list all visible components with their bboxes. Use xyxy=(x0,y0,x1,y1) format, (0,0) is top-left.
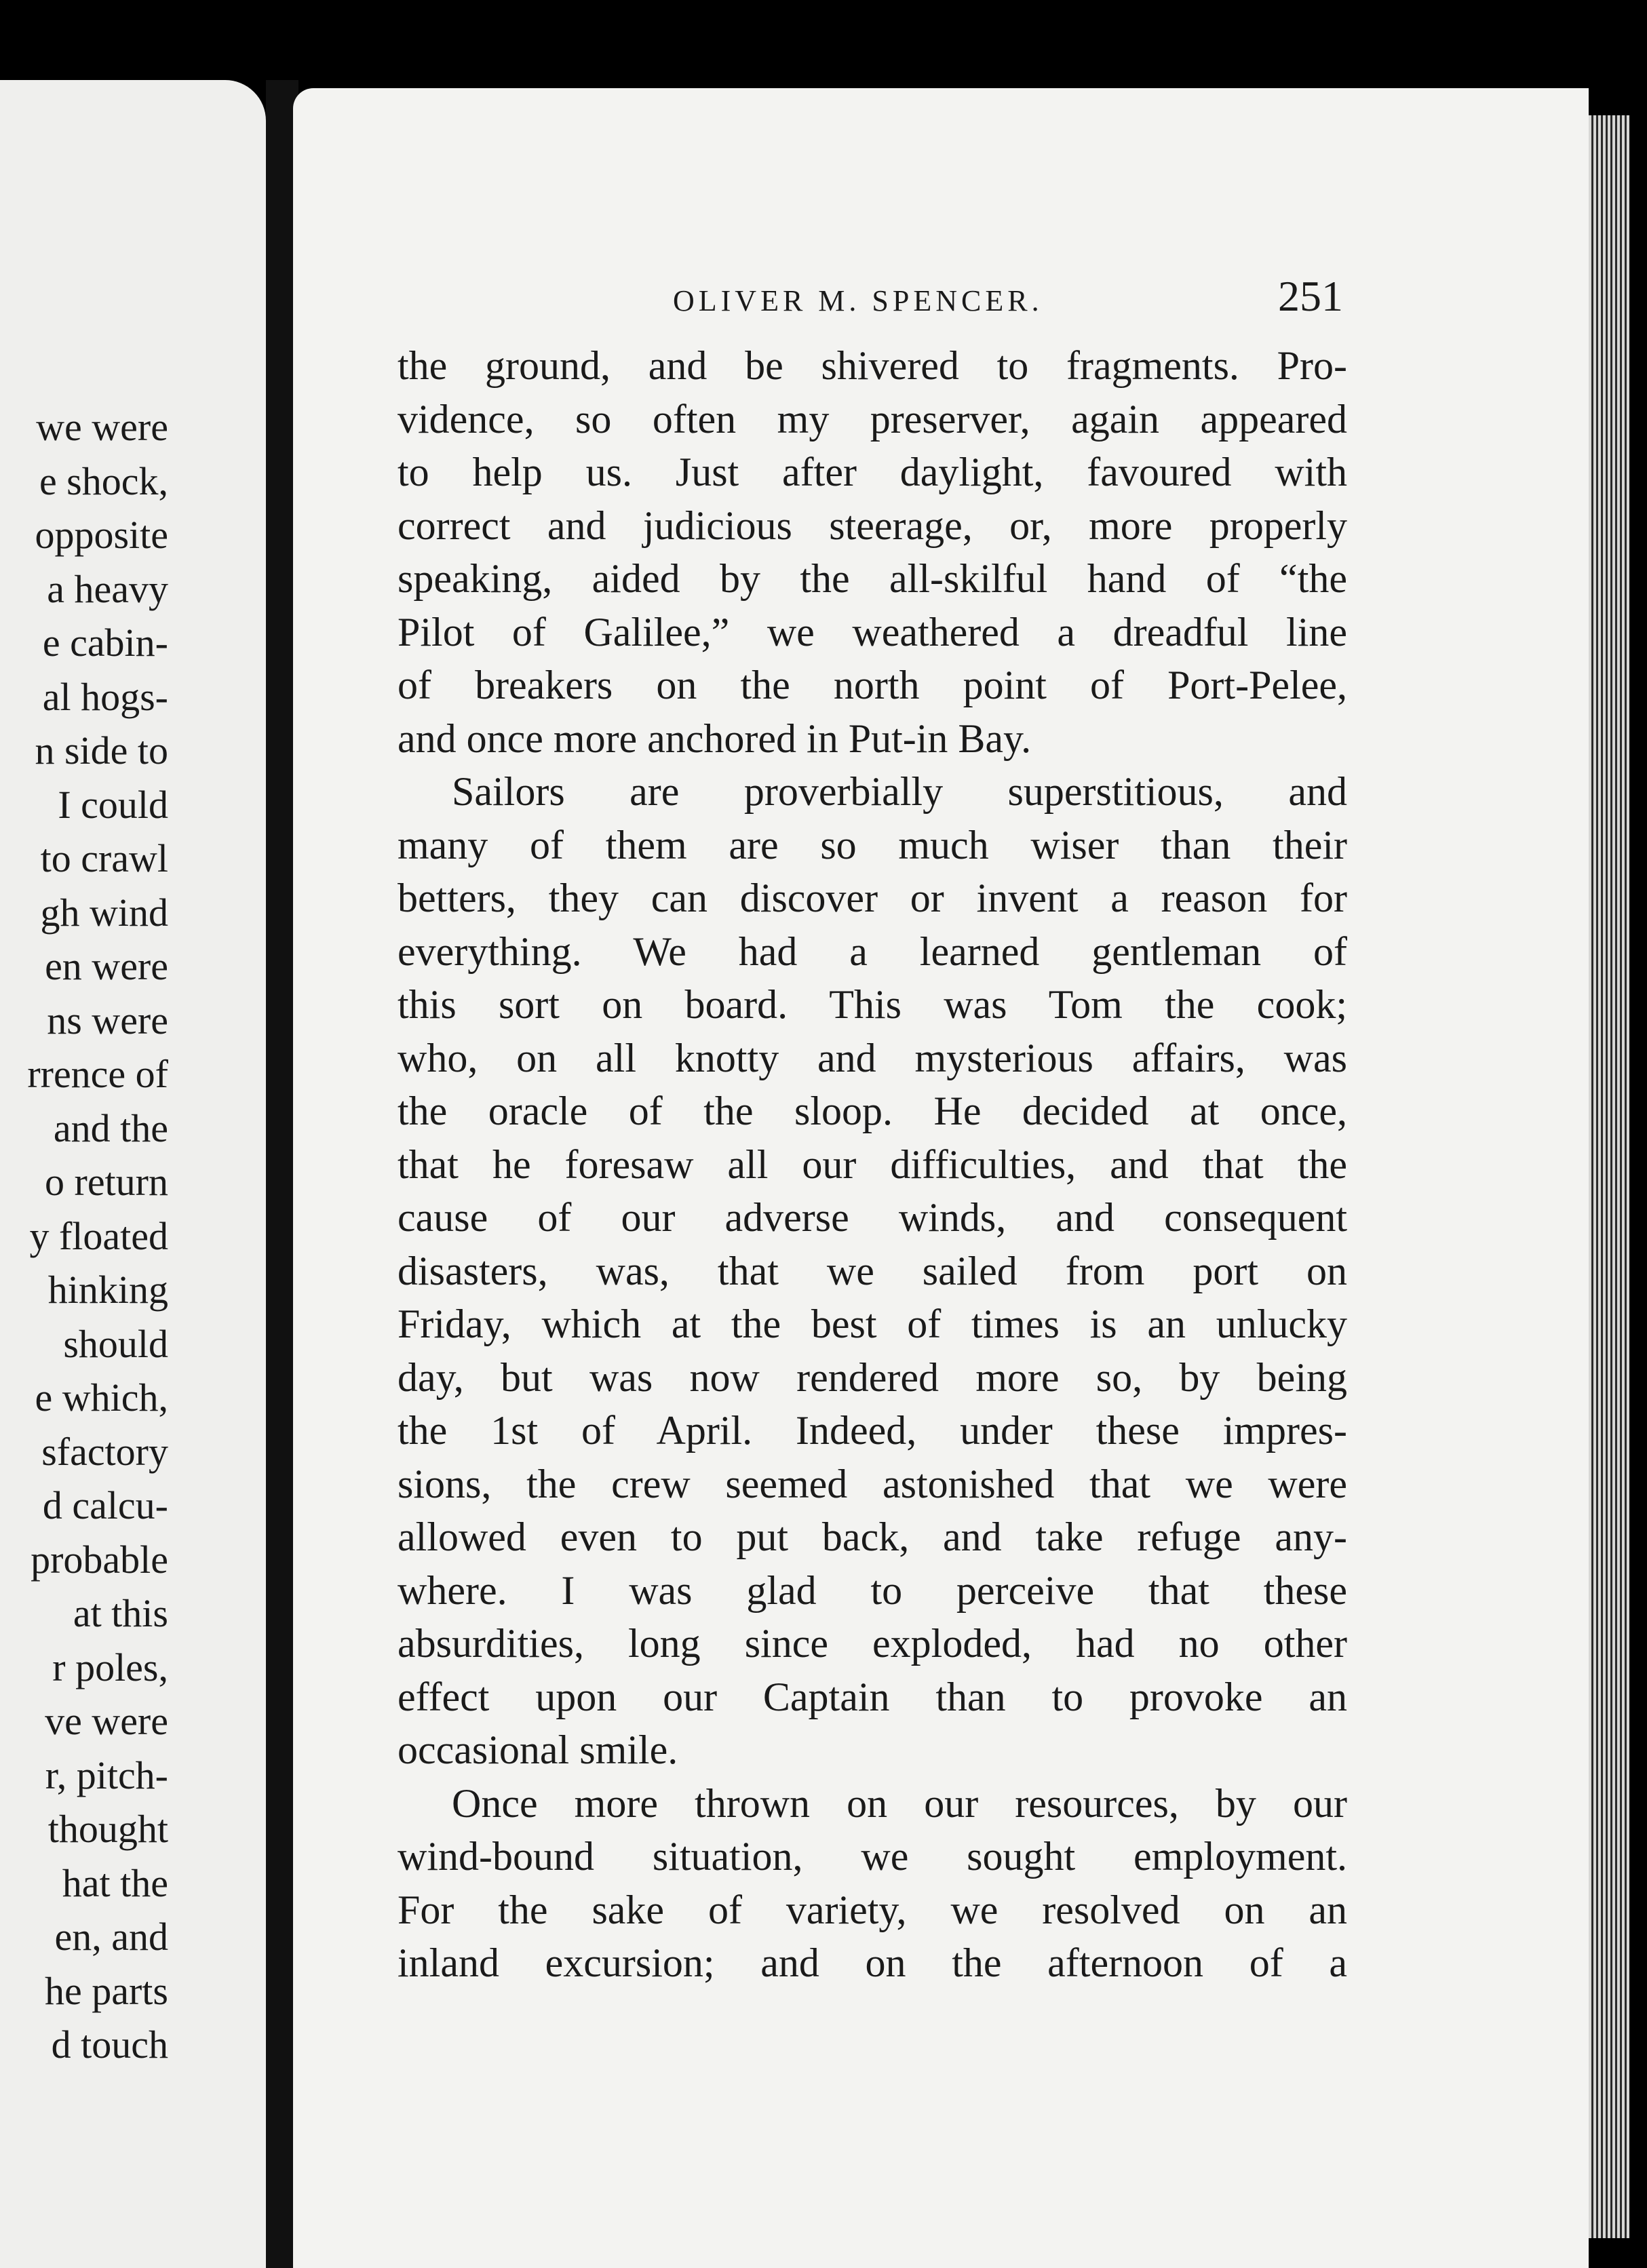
left-page-line: hinking xyxy=(47,1268,168,1312)
text-line: For the sake of variety, we resolved on an xyxy=(398,1887,1347,1932)
left-page xyxy=(0,80,266,2268)
text-line: the 1st of April. Indeed, under these impres- xyxy=(398,1408,1347,1453)
left-page-line: rrence of xyxy=(27,1052,168,1096)
left-page-line: e cabin- xyxy=(42,621,168,665)
left-page-line: d touch xyxy=(51,2022,168,2067)
left-page-line: hat the xyxy=(62,1860,168,1905)
text-line: wind-bound situation, we sought employment. xyxy=(398,1834,1347,1879)
left-page-line: he parts xyxy=(45,1968,168,2013)
text-line: day, but was now rendered more so, by being xyxy=(398,1354,1347,1400)
text-line: that he foresaw all our difficulties, and that the xyxy=(398,1141,1347,1187)
left-page-line: r poles, xyxy=(52,1645,168,1689)
left-page-line: a heavy xyxy=(47,566,168,611)
text-line: Pilot of Galilee,” we weathered a dreadful line xyxy=(398,609,1347,654)
page-edges xyxy=(1589,115,1629,2238)
left-page-line: d calcu- xyxy=(42,1483,168,1527)
text-line: speaking, aided by the all-skilful hand of “the xyxy=(398,556,1347,601)
left-page-line: should xyxy=(63,1321,168,1366)
left-page-line: we were xyxy=(36,405,168,449)
text-line: sions, the crew seemed astonished that we were xyxy=(398,1461,1347,1506)
text-line: vidence, so often my preserver, again appeared xyxy=(398,396,1347,442)
left-page-line: and the xyxy=(53,1106,168,1150)
page-number: 251 xyxy=(1278,272,1343,320)
text-line: effect upon our Captain than to provoke an xyxy=(398,1674,1347,1719)
left-page-text xyxy=(0,400,168,2072)
left-page-line: r, pitch- xyxy=(45,1753,168,1797)
text-line: Friday, which at the best of times is an unlucky xyxy=(398,1302,1347,1346)
text-line: the oracle of the sloop. He decided at once, xyxy=(398,1089,1347,1133)
left-page-line: ns were xyxy=(47,998,168,1042)
left-page-line: en, and xyxy=(54,1915,168,1959)
text-line: to help us. Just after daylight, favoured with xyxy=(398,450,1347,494)
left-page-line: o return xyxy=(45,1160,168,1204)
left-page-line: to crawl xyxy=(40,836,168,880)
text-line: and once more anchored in Put-in Bay. xyxy=(398,716,1032,761)
left-page-line: I could xyxy=(58,782,168,827)
text-line: occasional smile. xyxy=(398,1727,678,1772)
text-line: where. I was glad to perceive that these xyxy=(398,1567,1347,1613)
text-line: allowed even to put back, and take refuge any- xyxy=(398,1514,1347,1559)
left-page-line: thought xyxy=(47,1807,168,1851)
left-page-line: al hogs- xyxy=(42,674,168,719)
text-line: cause of our adverse winds, and consequent xyxy=(398,1195,1347,1240)
text-line: many of them are so much wiser than their xyxy=(398,822,1347,867)
text-line: correct and judicious steerage, or, more properly xyxy=(398,503,1347,548)
paragraph xyxy=(398,339,1347,765)
left-page-line: gh wind xyxy=(40,890,168,935)
text-line: of breakers on the north point of Port-Pelee, xyxy=(398,663,1347,707)
left-page-line: n side to xyxy=(35,728,168,773)
text-line: betters, they can discover or invent a reason for xyxy=(398,876,1347,920)
text-line: inland excursion; and on the afternoon of a xyxy=(398,1940,1347,1985)
text-line: Sailors are proverbially superstitious, and xyxy=(452,769,1347,814)
left-page-line: at this xyxy=(73,1591,168,1635)
text-line: absurdities, long since exploded, had no other xyxy=(398,1621,1347,1666)
left-page-line: e which, xyxy=(35,1375,168,1420)
left-page-line: ve were xyxy=(45,1699,168,1743)
text-line: who, on all knotty and mysterious affairs, was xyxy=(398,1035,1347,1080)
body-text xyxy=(398,339,1347,1990)
text-line: Once more thrown on our resources, by our xyxy=(452,1780,1347,1826)
text-line: this sort on board. This was Tom the cook; xyxy=(398,982,1347,1027)
paragraph xyxy=(398,765,1347,1777)
text-line: disasters, was, that we sailed from port on xyxy=(398,1248,1347,1293)
paragraph xyxy=(398,1777,1347,1990)
text-line: the ground, and be shivered to fragments. Pro- xyxy=(398,343,1347,388)
left-page-line: en were xyxy=(45,944,168,988)
page-header xyxy=(380,271,1343,332)
left-page-line: sfactory xyxy=(41,1429,168,1474)
running-head: OLIVER M. SPENCER. xyxy=(673,284,1043,317)
left-page-line: probable xyxy=(31,1537,168,1582)
left-page-line: opposite xyxy=(35,513,168,557)
left-page-line: e shock, xyxy=(39,458,168,503)
text-line: everything. We had a learned gentleman of xyxy=(398,928,1347,974)
left-page-line: y floated xyxy=(29,1213,168,1258)
